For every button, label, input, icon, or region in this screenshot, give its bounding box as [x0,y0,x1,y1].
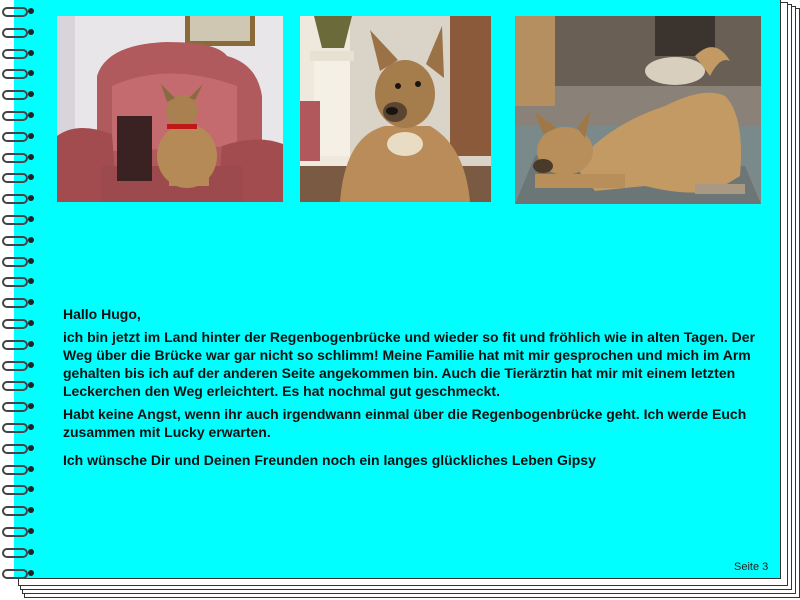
spiral-ring [2,89,36,99]
spiral-ring [2,339,36,349]
spiral-ring [2,547,36,557]
photo-dog-stretching [515,16,761,204]
spiral-ring [2,443,36,453]
spiral-ring [2,48,36,58]
spiral-ring [2,380,36,390]
spiral-binding [0,0,30,580]
letter-paragraph-1: ich bin jetzt im Land hinter der Regenbogenbrücke und wieder so fit und fröhlich wie in alten Tagen. Der Weg über die Brücke war gar nicht so schlimm! Meine Familie hat mit mir gesprochen und mich im Arm gehalten bis ich auf der anderen Seite angekommen bin. Auch die Tierärztin hat mir mit einem letzten Leckerchen den Weg erleichtert. Es hat nochmal gut geschmeckt. [63,329,756,399]
page-number: Seite 3 [734,561,769,573]
spiral-ring [2,360,36,370]
spiral-ring [2,27,36,37]
spiral-ring [2,193,36,203]
spiral-ring [2,484,36,494]
spiral-ring [2,401,36,411]
spiral-ring [2,256,36,266]
spiral-ring [2,131,36,141]
spiral-ring [2,235,36,245]
spiral-ring [2,422,36,432]
spiral-ring [2,276,36,286]
photo-dog-portrait [300,16,491,202]
letter-greeting: Hallo Hugo, [63,306,141,322]
spiral-ring [2,318,36,328]
letter-closing: Ich wünsche Dir und Deinen Freunden noch ein langes glückliches Leben Gipsy [63,452,596,468]
spiral-ring [2,68,36,78]
spiral-ring [2,464,36,474]
spiral-ring [2,110,36,120]
photo-dog-on-armchair [57,16,283,202]
spiral-ring [2,6,36,16]
spiral-ring [2,297,36,307]
spiral-ring [2,152,36,162]
spiral-ring [2,526,36,536]
spiral-ring [2,505,36,515]
spiral-ring [2,568,36,578]
spiral-ring [2,172,36,182]
letter-paragraph-2: Habt keine Angst, wenn ihr auch irgendwann einmal über die Regenbogenbrücke geht. Ich werde Euch zusammen mit Lucky erwarten. [63,406,747,440]
spiral-ring [2,214,36,224]
